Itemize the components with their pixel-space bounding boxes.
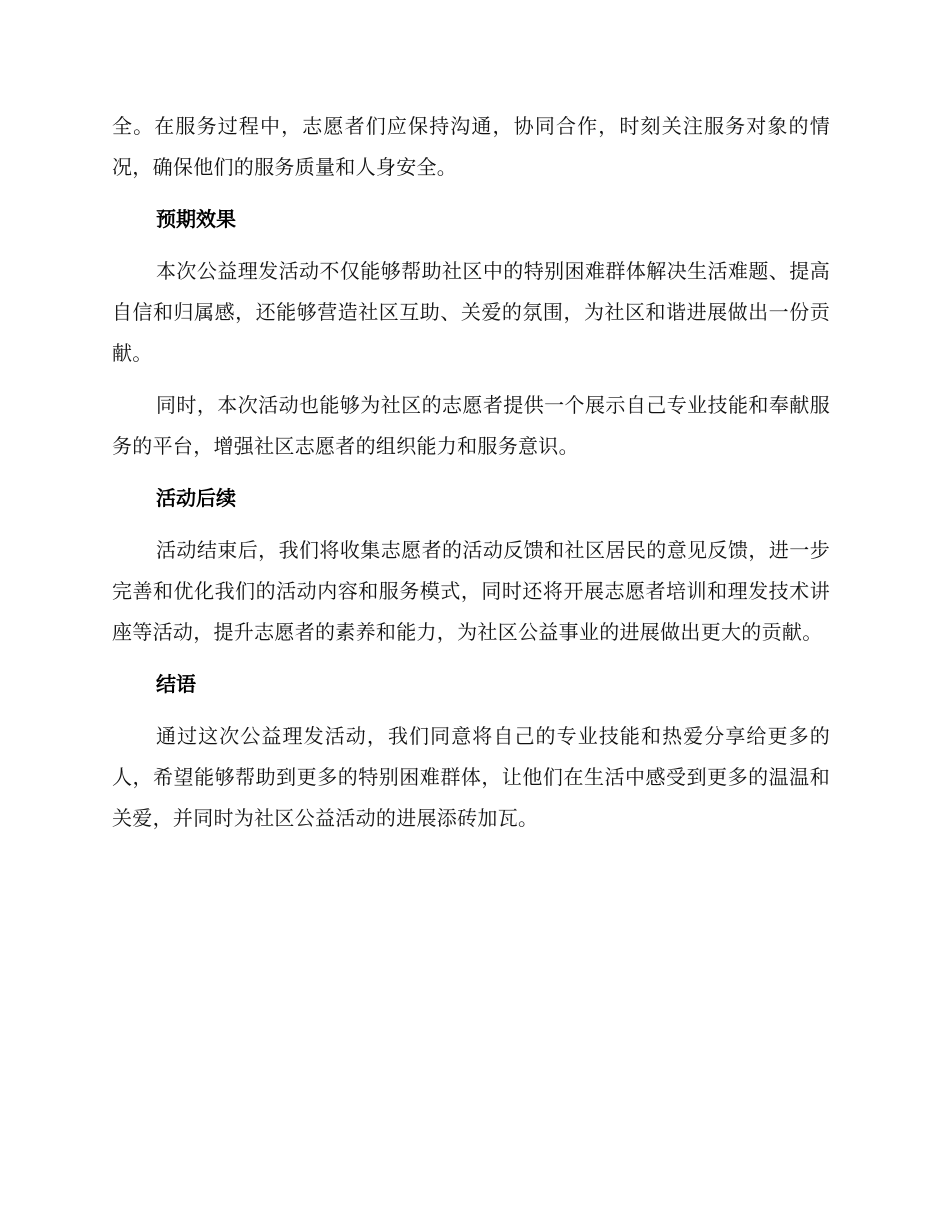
document-body: [112, 106, 830, 850]
section-heading-conclusion: 结语: [156, 672, 196, 696]
paragraph-conclusion: 通过这次公益理发活动，我们同意将自己的专业技能和热爱分享给更多的人，希望能够帮助到更多的特别困难群体，让他们在生活中感受到更多的温温和关爱，并同时为社区公益活动的进展添砖加瓦。: [112, 724, 830, 830]
paragraph-follow-up: 活动结束后，我们将收集志愿者的活动反馈和社区居民的意见反馈，进一步完善和优化我们的活动内容和服务模式，同时还将开展志愿者培训和理发技术讲座等活动，提升志愿者的素养和能力，为社区公益事业的进展做出更大的贡献。: [112, 538, 830, 644]
paragraph-expected-effects-1: 本次公益理发活动不仅能够帮助社区中的特别困难群体解决生活难题、提高自信和归属感，还能够营造社区互助、关爱的氛围，为社区和谐进展做出一份贡献。: [112, 259, 830, 365]
paragraph-continued: 全。在服务过程中，志愿者们应保持沟通，协同合作，时刻关注服务对象的情况，确保他们的服务质量和人身安全。: [112, 114, 830, 179]
section-heading-follow-up: 活动后续: [156, 486, 236, 510]
section-heading-expected-effects: 预期效果: [156, 207, 236, 231]
paragraph-expected-effects-2: 同时，本次活动也能够为社区的志愿者提供一个展示自己专业技能和奉献服务的平台，增强社区志愿者的组织能力和服务意识。: [112, 393, 830, 458]
